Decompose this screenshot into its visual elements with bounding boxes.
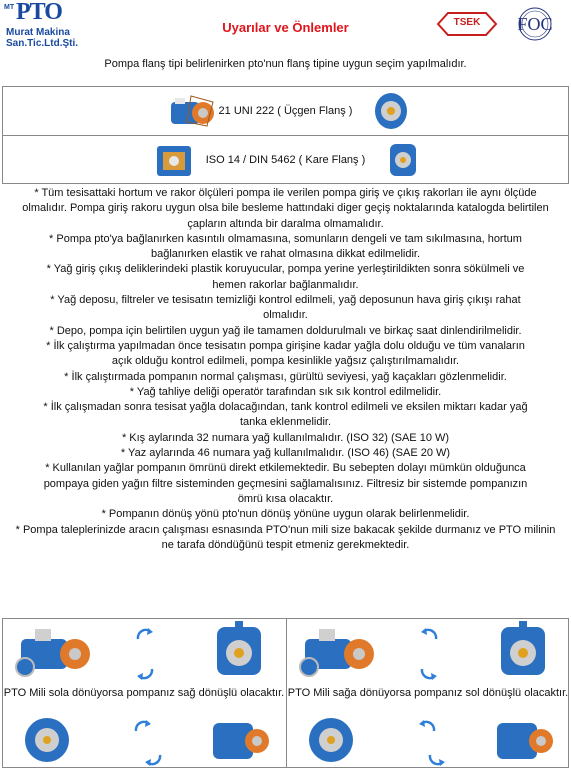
flange-label-square: ISO 14 / DIN 5462 ( Kare Flanş ) [205,154,366,166]
tsek-logo [436,10,498,38]
pump-image [299,621,379,679]
warning-item: * Kış aylarında 32 numara yağ kullanılmalıdır. (ISO 32) (SAE 10 W) [121,431,450,444]
rotation-arrow-icon [419,627,439,647]
warning-item: * Yağ giriş çıkış deliklerindeki plastik koruyucular, pompa yerine yerleştirildikten sonra sökülmeli ve hemen rakorlar bağlanmalıdır. [46,263,525,291]
pump-face-image [493,621,553,681]
triangle-flange-face-image [373,91,409,131]
intro-text: Pompa flanş tipi belirlenirken pto'nun flanş tipine uygun seçim yapılmalıdır. [104,58,467,70]
square-flange-face-image [387,140,419,180]
warning-item: * Pompa pto'ya bağlanırken kasıntılı olmamasına, somunların dengeli ve tam sıkılmasına, hortum bağlanırken elastik ve rahat olmasına dikkat edilmelidir. [49,232,522,261]
warning-item: * Yağ deposu, filtreler ve tesisatın temizliği kontrol edilmeli, yağ deposunun hava giriş çıkışı rahat olmalıdır. [50,294,521,322]
rotation-arrow-icon [135,627,155,647]
warning-item: * İlk çalıştırmada pompanın normal çalışması, gürültü seviyesi, yağ kaçakları gözlenmelidir. [64,370,507,383]
warning-item: * Pompa taleplerinizde aracın çalışması esnasında PTO'nun mili size bakacak şekilde durmanız ve PTO milinin ne tarafa döndüğünü tespit etmeniz gerekmektedir. [15,523,556,551]
pump-image [209,715,271,765]
rotation-caption-left: PTO Mili sola dönüyorsa pompanız sağ dönüşlü olacaktır. [3,687,285,699]
page-title: Uyarılar ve Önlemler [222,20,349,35]
rotation-cell-right [286,619,569,767]
tsek-label: TSEK [453,17,481,28]
logo-company-type: San.Tic.Ltd.Şti. [6,38,79,49]
rotation-arrow-icon [133,719,153,739]
rotation-arrow-icon [427,747,447,767]
pump-image [493,715,555,765]
rotation-caption-right: PTO Mili sağa dönüyorsa pompanız sol dönüşlü olacaktır. [287,687,569,699]
rotation-diagram-table [2,618,569,768]
flange-type-table [2,86,569,184]
page-header [0,0,571,52]
warnings-list [0,186,571,553]
flange-row-triangle [3,87,568,135]
warning-item: * Tüm tesisattaki hortum ve rakor ölçüleri pompa ile verilen pompa giriş ve çıkış rakorları ile aynı ölçüde olmalıdır. Pompa giriş rakoru uygun olsa bile besleme hattındaki diger geçiş noktalarında katalogda belirtilen çapların altında bir daralma olmamalıdır. [22,187,549,230]
rotation-cell-left [3,619,285,767]
flange-row-square [3,135,568,184]
pump-face-image [305,715,357,765]
foc-label: FOC [517,14,553,34]
foc-logo [508,6,562,42]
flange-label-triangle: 21 UNI 222 ( Üçgen Flanş ) [218,105,353,117]
warning-item: * Depo, pompa için belirtilen uygun yağ ile tamamen doldurulmalı ve birkaç saat dinlendirilmelidir. [49,324,522,337]
pump-face-image [21,715,73,765]
logo-pto-text: PTO [16,0,62,25]
pump-face-image [209,621,269,681]
warning-item: * Kullanılan yağlar pompanın ömrünü direkt etkilemektedir. Bu sebepten dolayı mümkün olduğunca pompaya giden yağın filtre sisteminden geçmesini sağlamalısınız. Filtresiz bir sistemde pompanızın ömrü kısa olacaktır. [43,462,528,505]
warning-item: * Yağ tahliye deliği operatör tarafından sık sık kontrol edilmelidir. [129,385,442,398]
warning-item: * Yaz aylarında 46 numara yağ kullanılmalıdır. (ISO 46) (SAE 20 W) [120,447,451,460]
rotation-arrow-icon [419,661,439,681]
warning-item: * İlk çalışmadan sonra tesisat yağla dolacağından, tank kontrol edilmeli ve eksilen miktarı kadar yağ tanka eklenmelidir. [43,401,528,429]
warning-item: * İlk çalıştırma yapılmadan önce tesisatın pompa girişine kadar yağla dolu olduğu ve tüm vanaların açık olduğu kontrol edilmeli, pompa kesinlikle yağsız çalıştırılmamalıdır. [46,339,525,368]
pump-image [15,621,95,679]
logo-company-name: Murat Makina [6,27,70,38]
rotation-arrow-icon [135,661,155,681]
rotation-arrow-icon [143,747,163,767]
logo-mt-text: MT [4,4,15,11]
warning-item: * Pompanın dönüş yönü pto'nun dönüş yönüne uygun olarak belirlenmelidir. [101,508,470,521]
rotation-arrow-icon [417,719,437,739]
